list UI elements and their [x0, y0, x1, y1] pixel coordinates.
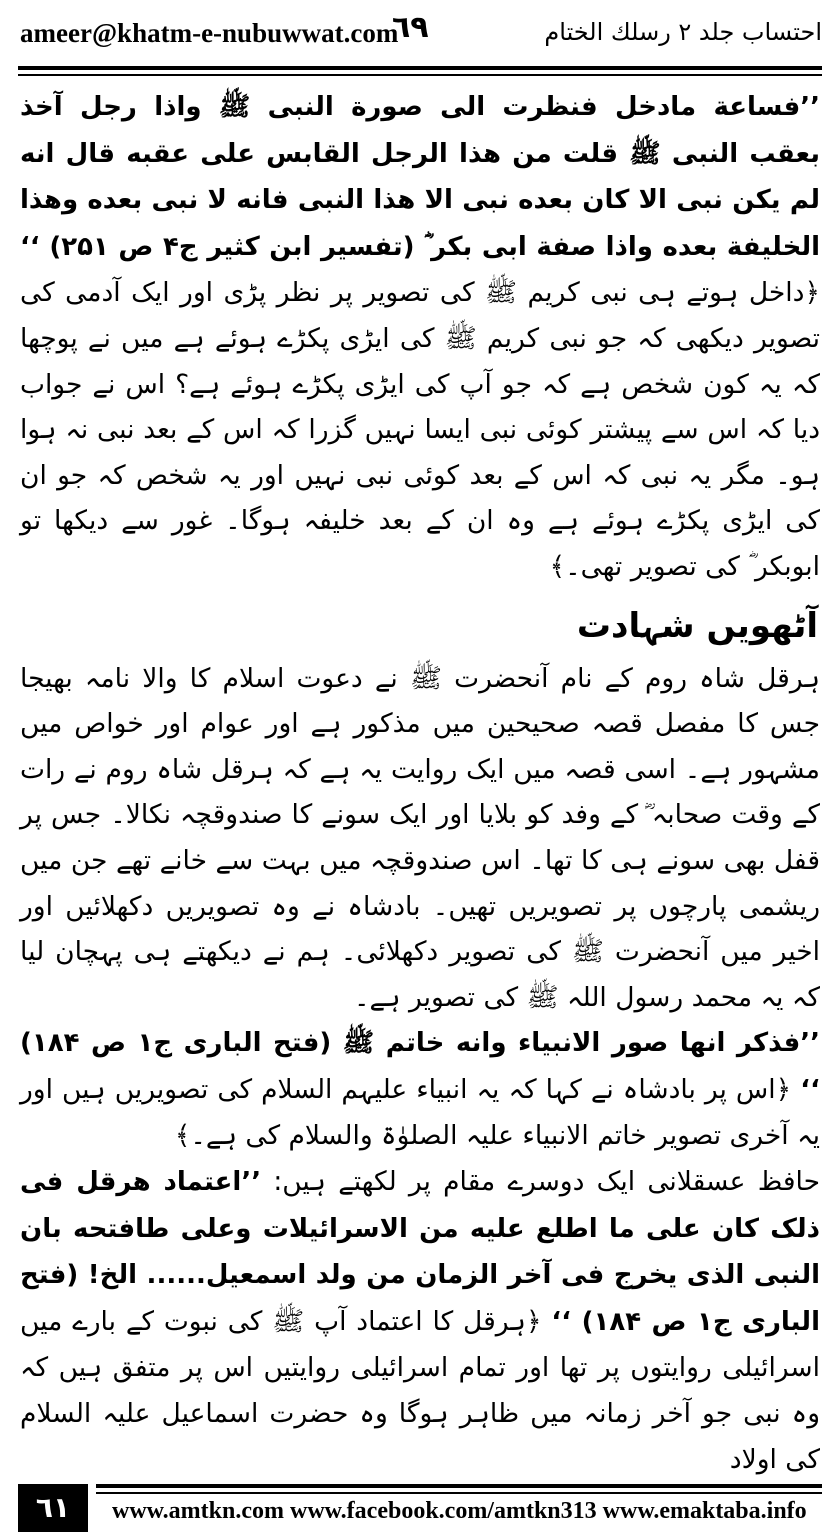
- arabic-quote: ’’اعتماد هرقل فی ذلک کان علی ما اطلع علیه من الاسرائیلات وعلی طافتحه بان النبی الذی یخرج فی آخر الزمان من ولد اسمعیل...... الخ! (فتح الباری ج۱ ص ۱۸۴) ‘‘: [20, 1167, 820, 1337]
- footer-websites: www.amtkn.com www.facebook.com/amtkn313 www.emaktaba.info: [112, 1498, 807, 1524]
- urdu-intro: حافظ عسقلانی ایک دوسرے مقام پر لکھتے ہیں:: [261, 1166, 821, 1198]
- header-rule-thin: [18, 74, 822, 76]
- paragraph-asqalani: [18, 1159, 822, 1482]
- header-book-title: احتساب جلد ۲ رسلك الختام: [544, 18, 822, 46]
- section-heading: آٹھویں شہادت: [576, 605, 818, 646]
- header-email: ameer@khatm-e-nubuwwat.com: [20, 18, 399, 48]
- paragraph-quote-ibn-kathir: [18, 84, 822, 590]
- arabic-quote: ’’فساعة مادخل فنظرت الى صورة النبی ﷺ واذا رجل آخذ بعقب النبی ﷺ قلت من هذا الرجل القابس علی عقبه قال انه لم یکن نبی الا کان بعده نبی الا هذا النبی فانه لا نبی بعده وهذا الخلیفة بعده واذا صفة ابی بکر ؓ (تفسیر ابن کثیر ج۴ ص ۲۵۱) ‘‘: [20, 92, 820, 262]
- page-header: [0, 0, 840, 84]
- page-footer: [0, 1474, 840, 1540]
- footer-rule-thin: [96, 1492, 822, 1494]
- header-rule-thick: [18, 66, 822, 70]
- paragraph-fath-al-bari: [18, 1020, 822, 1159]
- page-body: [18, 84, 822, 1475]
- urdu-translation: ﴿اس پر بادشاہ نے کہا کہ یہ انبیاء علیہم السلام کی تصویریں ہیں اور یہ آخری تصویر خاتم الانبیاء علیہ الصلوٰۃ والسلام کی ہے۔﴾: [20, 1073, 820, 1152]
- urdu-translation: ﴿ہرقل کا اعتماد آپ ﷺ کی نبوت کے بارے میں اسرائیلی روایتوں پر تھا اور تمام اسرائیلی روایتیں اس پر متفق ہیں کہ وہ نبی جو آخر زمانہ میں ظاہر ہوگا وہ حضرت اسماعیل علیہ السلام کی اولاد: [20, 1305, 820, 1475]
- footer-rule-thick: [96, 1484, 822, 1488]
- footer-page-number: ٦١: [18, 1484, 88, 1532]
- header-page-number: ٦٩: [392, 10, 429, 45]
- paragraph-heraclius: ہرقل شاہ روم کے نام آنحضرت ﷺ نے دعوت اسلام کا والا نامہ بھیجا جس کا مفصل قصہ صحیحین میں مذکور ہے اور عوام اور خواص میں مشہور ہے۔ اسی قصہ میں ایک روایت یہ ہے کہ ہرقل شاہ روم نے رات کے وقت صحابہ ؓ کے وفد کو بلایا اور ایک سونے کا صندوقچہ نکالا۔ جس پر قفل بھی سونے ہی کا تھا۔ اس صندوقچہ میں بہت سے خانے تھے جن میں ریشمی پارچوں پر تصویریں تھیں۔ بادشاہ نے وہ تصویریں دکھلائیں اور اخیر میں آنحضرت ﷺ کی تصویر دکھلائی۔ ہم نے دیکھتے ہی پہچان لیا کہ یہ محمد رسول اللہ ﷺ کی تصویر ہے۔: [20, 662, 820, 1013]
- urdu-translation: ﴿داخل ہوتے ہی نبی کریم ﷺ کی تصویر پر نظر پڑی اور ایک آدمی کی تصویر دیکھی کہ جو نبی کریم ﷺ کی ایڑی پکڑے ہوئے ہے میں نے پوچھا کہ یہ کون شخص ہے کہ جو آپ کی ایڑی پکڑے ہوئے ہے؟ اس نے جواب دیا کہ اس سے پیشتر کوئی نبی ایسا نہیں گزرا کہ اس کے بعد نبی نہ ہوا ہو۔ مگر یہ نبی کہ اس کے بعد کوئی نبی نہیں اور یہ شخص کہ جو ان کی ایڑی پکڑے ہوئے ہے وہ ان کے بعد خلیفہ ہوگا۔ غور سے دیکھا تو ابوبکر ؓ کی تصویر تھی۔﴾: [20, 277, 820, 582]
- arabic-quote: ’’فذکر انها صور الانبیاء وانه خاتم ﷺ (فتح الباری ج۱ ص ۱۸۴) ‘‘: [20, 1028, 820, 1105]
